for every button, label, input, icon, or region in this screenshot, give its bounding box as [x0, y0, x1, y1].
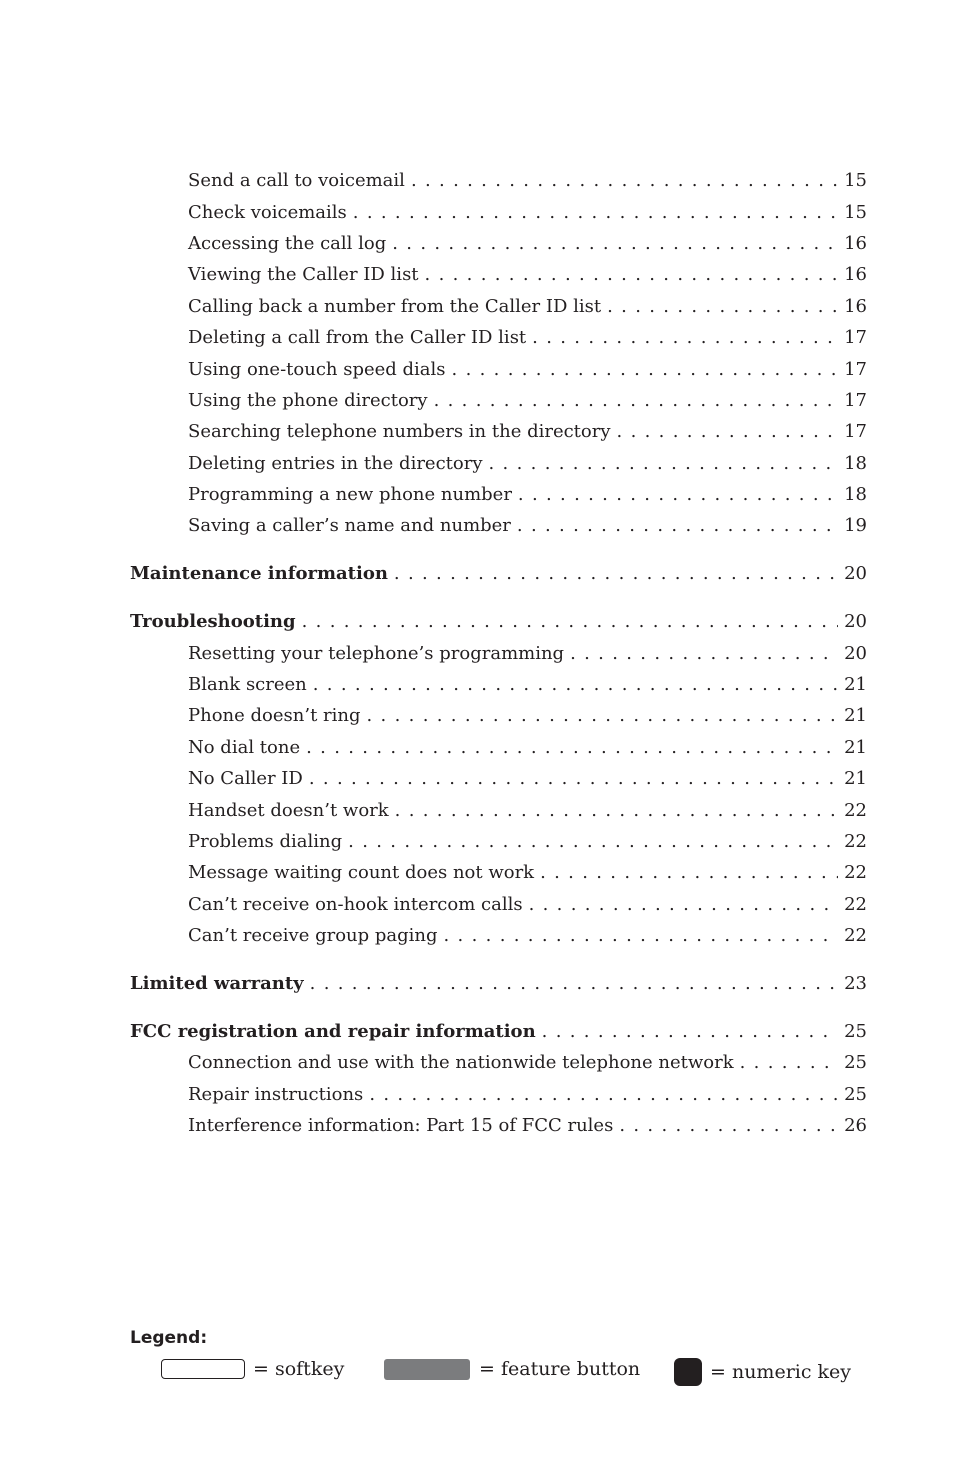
toc-page-number: 17 [838, 390, 867, 411]
toc-entry-row [130, 510, 867, 541]
toc-entry-row [130, 416, 867, 447]
toc-page-number: 20 [838, 563, 867, 584]
dot-leader [517, 515, 838, 536]
toc-page-number: 20 [838, 611, 867, 632]
dot-leader [518, 484, 838, 505]
toc-entry-row [130, 165, 867, 196]
dot-leader [489, 453, 839, 474]
dot-leader [394, 563, 838, 584]
softkey-icon [161, 1359, 245, 1379]
toc-entry-label: Handset doesn’t work [188, 800, 395, 821]
toc-entry-row [130, 1047, 867, 1078]
toc-page-number: 17 [838, 327, 867, 348]
toc-entry-label: Repair instructions [188, 1084, 369, 1105]
toc-page-number: 25 [838, 1052, 867, 1073]
legend-item-feature-button [384, 1358, 640, 1380]
dot-leader [411, 170, 838, 191]
toc-entry-label: No Caller ID [188, 768, 309, 789]
dot-leader [310, 973, 838, 994]
toc-page-number: 22 [838, 800, 867, 821]
toc-page-number: 26 [838, 1115, 867, 1136]
toc-page-number: 21 [838, 705, 867, 726]
toc-page-number: 16 [838, 296, 867, 317]
dot-leader [306, 737, 838, 758]
legend-items [130, 1358, 867, 1388]
toc-entry-label: No dial tone [188, 737, 306, 758]
toc-entry-row [130, 794, 867, 825]
dot-leader [570, 643, 838, 664]
toc-page-number: 15 [838, 170, 867, 191]
dot-leader [302, 611, 838, 632]
toc-entry-row [130, 479, 867, 510]
dot-leader [434, 390, 839, 411]
toc-entry-label: Searching telephone numbers in the directory [188, 421, 617, 442]
toc-entry-label: Can’t receive group paging [188, 925, 444, 946]
dot-leader [369, 1084, 838, 1105]
numeric-key-icon [674, 1358, 702, 1386]
toc-entry-row [130, 228, 867, 259]
toc-entry-label: Connection and use with the nationwide telephone network [188, 1052, 740, 1073]
toc-entry-row [130, 889, 867, 920]
toc-entry-row [130, 1079, 867, 1110]
toc-page-number: 21 [838, 737, 867, 758]
toc-heading-row [130, 606, 867, 637]
toc-page-number: 25 [838, 1021, 867, 1042]
dot-leader [529, 894, 839, 915]
dot-leader [348, 831, 838, 852]
toc-entry-label: Programming a new phone number [188, 484, 518, 505]
dot-leader [532, 327, 838, 348]
toc-entry-label: Saving a caller’s name and number [188, 515, 517, 536]
toc-entry-row [130, 353, 867, 384]
toc-entry-label: Send a call to voicemail [188, 170, 411, 191]
toc-page-number: 25 [838, 1084, 867, 1105]
legend [130, 1328, 867, 1388]
dot-leader [367, 705, 839, 726]
toc-page-number: 19 [838, 515, 867, 536]
toc-heading-row [130, 1016, 867, 1047]
toc-entry-label: Message waiting count does not work [188, 862, 540, 883]
toc-entry-row [130, 763, 867, 794]
toc-page-number: 17 [838, 359, 867, 380]
toc-page-number: 16 [838, 264, 867, 285]
toc-entry-label: Can’t receive on-hook intercom calls [188, 894, 529, 915]
toc-page-number: 22 [838, 862, 867, 883]
toc-heading-row [130, 968, 867, 999]
toc-page-number: 22 [838, 894, 867, 915]
dot-leader [425, 264, 839, 285]
toc-entry-label: Blank screen [188, 674, 313, 695]
toc-entry-row [130, 857, 867, 888]
dot-leader [309, 768, 838, 789]
toc-entry-row [130, 700, 867, 731]
dot-leader [542, 1021, 838, 1042]
toc-page-number: 22 [838, 831, 867, 852]
legend-label-feature-button: = feature button [479, 1358, 641, 1380]
toc-page-number: 18 [838, 453, 867, 474]
toc-page-number: 21 [838, 768, 867, 789]
dot-leader [395, 800, 838, 821]
toc-entry-row [130, 732, 867, 763]
toc-page-number: 18 [838, 484, 867, 505]
table-of-contents [130, 165, 867, 1141]
dot-leader [617, 421, 839, 442]
dot-leader [452, 359, 839, 380]
toc-entry-row [130, 448, 867, 479]
toc-heading-label: Limited warranty [130, 973, 310, 994]
legend-title: Legend: [130, 1328, 208, 1348]
toc-page-number: 17 [838, 421, 867, 442]
legend-item-numeric-key [674, 1358, 851, 1386]
toc-entry-label: Using one-touch speed dials [188, 359, 452, 380]
toc-entry-label: Deleting a call from the Caller ID list [188, 327, 532, 348]
toc-entry-row [130, 637, 867, 668]
toc-entry-row [130, 322, 867, 353]
toc-entry-row [130, 385, 867, 416]
toc-entry-row [130, 196, 867, 227]
toc-entry-label: Using the phone directory [188, 390, 434, 411]
dot-leader [353, 202, 838, 223]
toc-heading-label: FCC registration and repair information [130, 1021, 542, 1042]
legend-label-softkey: = softkey [253, 1358, 345, 1380]
toc-entry-row [130, 1110, 867, 1141]
feature-button-icon [384, 1359, 470, 1380]
toc-entry-label: Deleting entries in the directory [188, 453, 489, 474]
legend-label-numeric-key: = numeric key [710, 1361, 852, 1383]
toc-heading-label: Maintenance information [130, 563, 394, 584]
toc-entry-label: Accessing the call log [188, 233, 392, 254]
toc-entry-row [130, 259, 867, 290]
dot-leader [540, 862, 838, 883]
toc-entry-label: Viewing the Caller ID list [188, 264, 425, 285]
toc-heading-row [130, 558, 867, 589]
toc-entry-label: Phone doesn’t ring [188, 705, 367, 726]
toc-entry-label: Interference information: Part 15 of FCC rules [188, 1115, 619, 1136]
toc-entry-row [130, 920, 867, 951]
toc-page-number: 22 [838, 925, 867, 946]
toc-entry-row [130, 826, 867, 857]
toc-entry-label: Resetting your telephone’s programming [188, 643, 570, 664]
dot-leader [740, 1052, 838, 1073]
dot-leader [392, 233, 838, 254]
toc-page-number: 16 [838, 233, 867, 254]
toc-page-number: 23 [838, 973, 867, 994]
dot-leader [619, 1115, 838, 1136]
dot-leader [607, 296, 838, 317]
toc-entry-label: Calling back a number from the Caller ID list [188, 296, 607, 317]
toc-entry-row [130, 669, 867, 700]
dot-leader [313, 674, 838, 695]
toc-page-number: 20 [838, 643, 867, 664]
legend-item-softkey [161, 1358, 344, 1380]
toc-page-number: 21 [838, 674, 867, 695]
toc-page-number: 15 [838, 202, 867, 223]
dot-leader [444, 925, 839, 946]
toc-heading-label: Troubleshooting [130, 611, 302, 632]
toc-entry-row [130, 291, 867, 322]
toc-entry-label: Check voicemails [188, 202, 353, 223]
toc-entry-label: Problems dialing [188, 831, 348, 852]
